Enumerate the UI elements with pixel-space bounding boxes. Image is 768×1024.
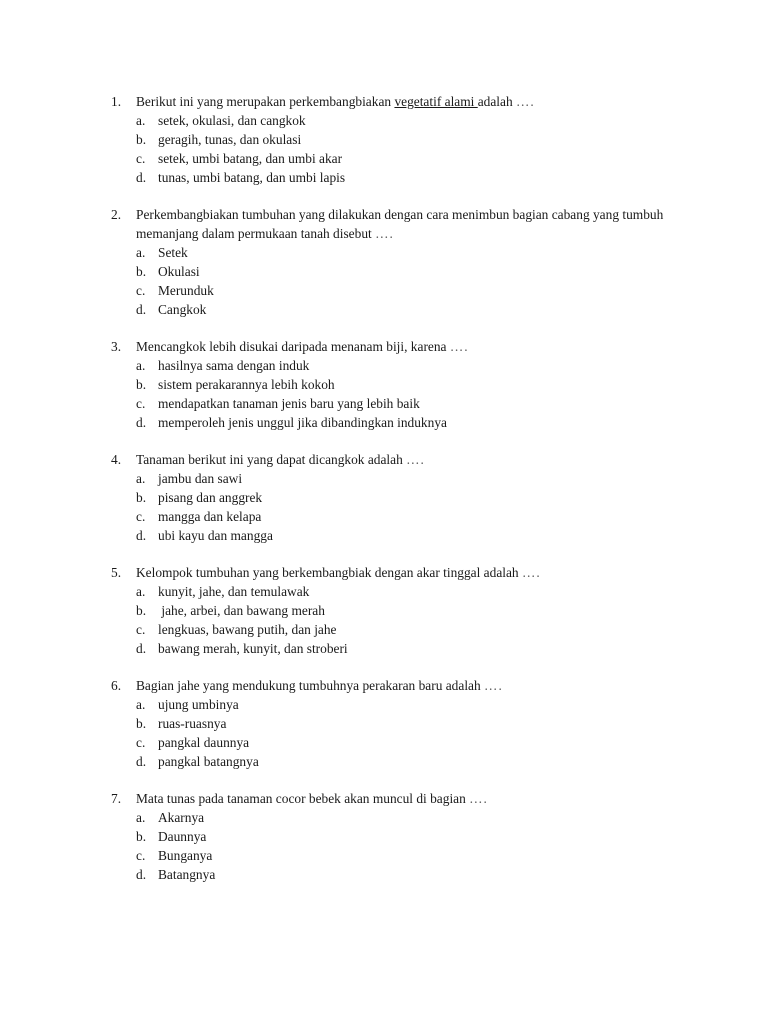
option-b (111, 827, 671, 846)
question-text-part: Perkembangbiakan tumbuhan yang dilakukan dengan cara menimbun bagian cabang yang tumbuh memanjang dalam permukaan tanah disebut (136, 207, 664, 241)
option-letter: b. (136, 490, 147, 505)
option-list (111, 469, 671, 545)
answer-blank: …. (375, 226, 394, 241)
question-4 (111, 450, 671, 545)
option-text: memperoleh jenis unggul jika dibandingkan induknya (158, 415, 447, 430)
question-3 (111, 337, 671, 432)
option-letter: b. (136, 377, 147, 392)
option-c (111, 507, 671, 526)
question-text (136, 92, 671, 111)
option-text: setek, umbi batang, dan umbi akar (158, 151, 343, 166)
option-letter: d. (136, 415, 147, 430)
option-text: lengkuas, bawang putih, dan jahe (158, 622, 337, 637)
option-text: ubi kayu dan mangga (158, 528, 273, 543)
option-text: mangga dan kelapa (158, 509, 262, 524)
question-number: 7. (111, 791, 122, 806)
answer-blank: …. (484, 678, 503, 693)
question-7 (111, 789, 671, 884)
option-c (111, 281, 671, 300)
option-text: jahe, arbei, dan bawang merah (158, 603, 325, 618)
option-d (111, 865, 671, 884)
option-b (111, 130, 671, 149)
option-text: Batangnya (158, 867, 216, 882)
question-stem (111, 337, 671, 356)
option-letter: a. (136, 113, 146, 128)
option-text: bawang merah, kunyit, dan stroberi (158, 641, 348, 656)
answer-blank: …. (469, 791, 488, 806)
option-text: Merunduk (158, 283, 214, 298)
option-text: Setek (158, 245, 188, 260)
question-number: 1. (111, 94, 122, 109)
option-c (111, 620, 671, 639)
option-letter: d. (136, 754, 147, 769)
option-letter: d. (136, 302, 147, 317)
option-text: setek, okulasi, dan cangkok (158, 113, 306, 128)
question-text (136, 337, 671, 356)
option-c (111, 394, 671, 413)
option-a (111, 582, 671, 601)
option-b (111, 601, 671, 620)
question-text-part: Kelompok tumbuhan yang berkembangbiak dengan akar tinggal adalah (136, 565, 522, 580)
option-b (111, 488, 671, 507)
question-text-part: adalah (477, 94, 517, 109)
question-2 (111, 205, 671, 319)
option-d (111, 526, 671, 545)
option-letter: c. (136, 283, 146, 298)
answer-blank: …. (516, 94, 535, 109)
option-list (111, 808, 671, 884)
option-text: pangkal daunnya (158, 735, 250, 750)
option-a (111, 469, 671, 488)
option-letter: a. (136, 697, 146, 712)
question-text-part: Mata tunas pada tanaman cocor bebek akan muncul di bagian (136, 791, 470, 806)
option-letter: c. (136, 151, 146, 166)
question-text-part: Bagian jahe yang mendukung tumbuhnya perakaran baru adalah (136, 678, 485, 693)
question-text-part: Berikut ini yang merupakan perkembangbiakan (136, 94, 395, 109)
option-b (111, 714, 671, 733)
option-text: Okulasi (158, 264, 200, 279)
option-letter: c. (136, 622, 146, 637)
option-text: ujung umbinya (158, 697, 239, 712)
question-number: 3. (111, 339, 122, 354)
question-text (136, 205, 671, 243)
option-letter: b. (136, 132, 147, 147)
option-letter: b. (136, 264, 147, 279)
option-c (111, 149, 671, 168)
option-letter: d. (136, 170, 147, 185)
question-1 (111, 92, 671, 187)
question-5 (111, 563, 671, 658)
answer-blank: …. (406, 452, 425, 467)
option-d (111, 168, 671, 187)
option-letter: c. (136, 735, 146, 750)
question-text (136, 450, 671, 469)
question-stem (111, 789, 671, 808)
option-d (111, 639, 671, 658)
question-6 (111, 676, 671, 771)
question-stem (111, 205, 671, 243)
option-text: geragih, tunas, dan okulasi (158, 132, 302, 147)
question-text-part: Mencangkok lebih disukai daripada menanam biji, karena (136, 339, 450, 354)
option-letter: a. (136, 810, 146, 825)
underlined-term: vegetatif alami (394, 94, 478, 109)
option-letter: c. (136, 509, 146, 524)
question-number: 2. (111, 207, 122, 222)
option-list (111, 243, 671, 319)
option-letter: c. (136, 396, 146, 411)
option-list (111, 582, 671, 658)
option-letter: a. (136, 358, 146, 373)
question-stem (111, 563, 671, 582)
question-stem (111, 92, 671, 111)
option-list (111, 111, 671, 187)
option-a (111, 808, 671, 827)
option-text: sistem perakarannya lebih kokoh (158, 377, 335, 392)
option-d (111, 413, 671, 432)
option-text: hasilnya sama dengan induk (158, 358, 310, 373)
option-b (111, 262, 671, 281)
option-text: mendapatkan tanaman jenis baru yang lebih baik (158, 396, 420, 411)
answer-blank: …. (521, 565, 541, 580)
question-text (136, 676, 671, 695)
option-c (111, 846, 671, 865)
question-number: 4. (111, 452, 122, 467)
option-letter: b. (136, 716, 147, 731)
question-number: 6. (111, 678, 122, 693)
option-text: Akarnya (158, 810, 205, 825)
option-letter: a. (136, 471, 146, 486)
option-letter: a. (136, 584, 146, 599)
option-a (111, 111, 671, 130)
answer-blank: …. (449, 339, 469, 354)
option-c (111, 733, 671, 752)
question-stem (111, 676, 671, 695)
option-text: ruas-ruasnya (158, 716, 227, 731)
option-letter: b. (136, 829, 147, 844)
option-text: Cangkok (158, 302, 207, 317)
option-text: Bunganya (158, 848, 213, 863)
option-a (111, 243, 671, 262)
option-list (111, 356, 671, 432)
question-number: 5. (111, 565, 122, 580)
option-d (111, 752, 671, 771)
option-text: kunyit, jahe, dan temulawak (158, 584, 310, 599)
option-a (111, 356, 671, 375)
option-text: Daunnya (158, 829, 207, 844)
option-text: jambu dan sawi (158, 471, 243, 486)
option-letter: d. (136, 641, 147, 656)
option-letter: b. (136, 603, 147, 618)
question-stem (111, 450, 671, 469)
option-text: pangkal batangnya (158, 754, 259, 769)
option-letter: c. (136, 848, 146, 863)
option-letter: d. (136, 528, 147, 543)
question-text (136, 789, 671, 808)
question-text (136, 563, 671, 582)
option-a (111, 695, 671, 714)
option-letter: a. (136, 245, 146, 260)
option-d (111, 300, 671, 319)
question-text-part: Tanaman berikut ini yang dapat dicangkok adalah (136, 452, 407, 467)
option-b (111, 375, 671, 394)
option-text: tunas, umbi batang, dan umbi lapis (158, 170, 346, 185)
option-list (111, 695, 671, 771)
option-letter: d. (136, 867, 147, 882)
option-text: pisang dan anggrek (158, 490, 263, 505)
